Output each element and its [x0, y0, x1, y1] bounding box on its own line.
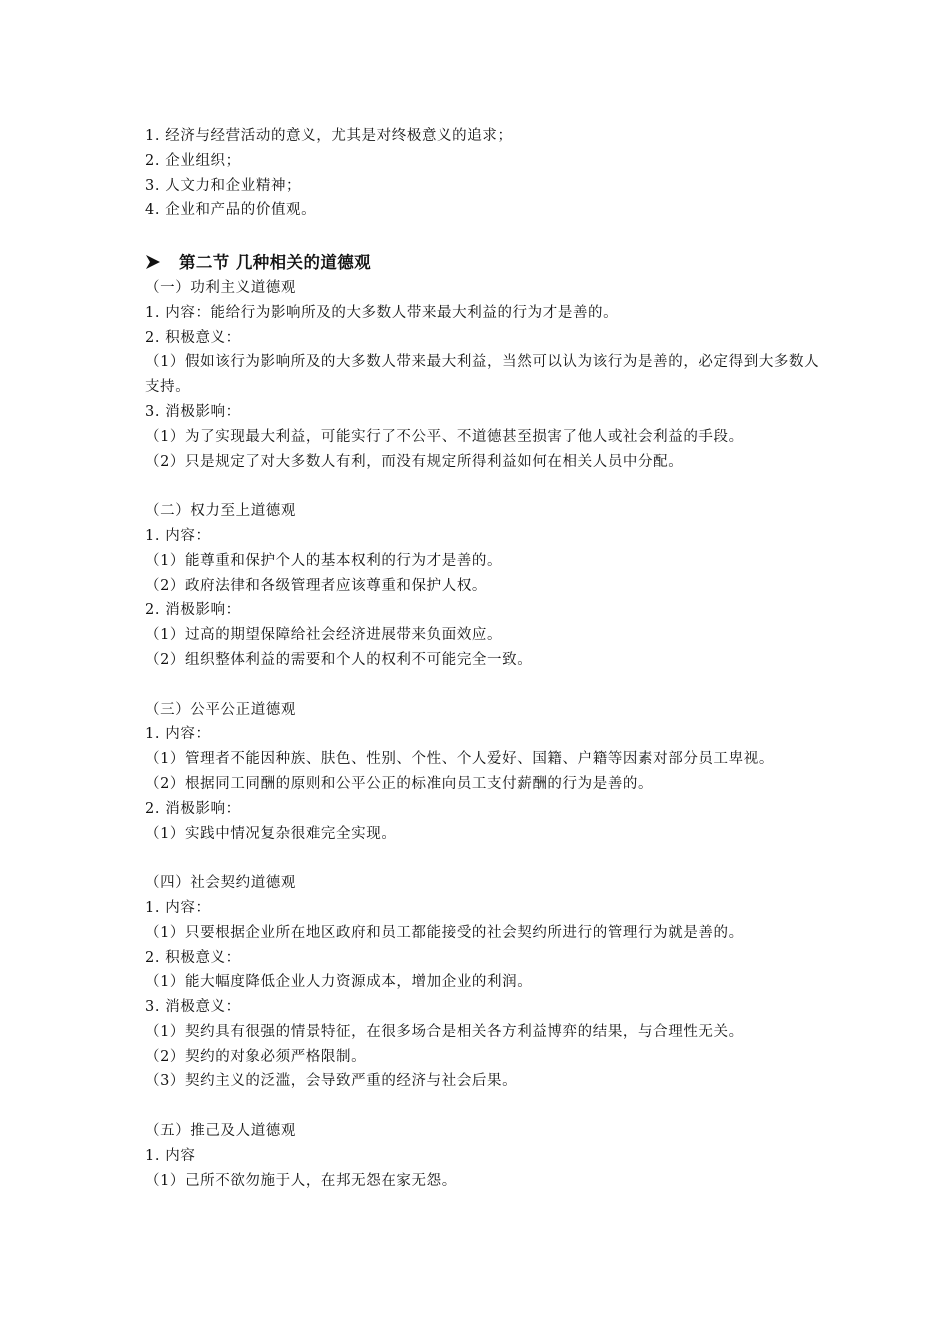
paragraph: （1）能尊重和保护个人的基本权利的行为才是善的。: [145, 552, 503, 569]
paragraph: 3. 消极意义：: [145, 999, 241, 1016]
paragraph: 3. 消极影响：: [145, 403, 241, 420]
paragraph: （2）只是规定了对大多数人有利，而没有规定所得利益如何在相关人员中分配。: [145, 453, 684, 470]
spacer: [145, 1094, 825, 1119]
paragraph: （1）实践中情况复杂很难完全实现。: [145, 825, 397, 842]
intro-list-item: 2. 企业组织；: [145, 152, 241, 169]
paragraph: 2. 消极影响：: [145, 800, 241, 817]
paragraph: （1）能大幅度降低企业人力资源成本，增加企业的利润。: [145, 974, 533, 991]
paragraph: 1. 内容：: [145, 527, 211, 544]
paragraph: （1）只要根据企业所在地区政府和员工都能接受的社会契约所进行的管理行为就是善的。: [145, 924, 744, 941]
intro-list-item: 4. 企业和产品的价值观。: [145, 202, 317, 219]
paragraph: （1）假如该行为影响所及的大多数人带来最大利益，当然可以认为该行为是善的，必定得到大多数人支持。: [145, 354, 820, 396]
paragraph: 2. 积极意义：: [145, 949, 241, 966]
paragraph: （3）契约主义的泛滥，会导致严重的经济与社会后果。: [145, 1073, 518, 1090]
paragraph: 1. 内容：: [145, 899, 211, 916]
subsection-title: （四）社会契约道德观: [145, 875, 296, 892]
paragraph: （2）政府法律和各级管理者应该尊重和保护人权。: [145, 577, 488, 594]
paragraph: （1）己所不欲勿施于人，在邦无怨在家无怨。: [145, 1172, 457, 1189]
subsection-title: （三）公平公正道德观: [145, 701, 296, 718]
subsection-title: （五）推己及人道德观: [145, 1123, 296, 1140]
paragraph: （2）契约的对象必须严格限制。: [145, 1048, 367, 1065]
section-title: 第二节 几种相关的道德观: [179, 252, 372, 272]
document-body: [145, 124, 825, 1193]
spacer: [145, 673, 825, 698]
paragraph: （1）契约具有很强的情景特征，在很多场合是相关各方利益博弈的结果，与合理性无关。: [145, 1023, 744, 1040]
paragraph: （2）根据同工同酬的原则和公平公正的标准向员工支付薪酬的行为是善的。: [145, 775, 654, 792]
section-heading: [145, 250, 825, 276]
paragraph: 2. 积极意义：: [145, 329, 241, 346]
spacer: [145, 846, 825, 871]
paragraph: （1）为了实现最大利益，可能实行了不公平、不道德甚至损害了他人或社会利益的手段。: [145, 428, 744, 445]
intro-list-item: 3. 人文力和企业精神；: [145, 177, 302, 194]
paragraph: 2. 消极影响：: [145, 602, 241, 619]
arrowhead-bullet-icon: [145, 250, 179, 276]
paragraph: 1. 内容：: [145, 726, 211, 743]
paragraph: （1）过高的期望保障给社会经济进展带来负面效应。: [145, 627, 503, 644]
intro-list-item: 1. 经济与经营活动的意义，尤其是对终极意义的追求；: [145, 128, 513, 144]
paragraph: 1. 内容: [145, 1147, 196, 1164]
spacer: [145, 474, 825, 499]
paragraph: （2）组织整体利益的需要和个人的权利不可能完全一致。: [145, 651, 533, 668]
subsection-title: （二）权力至上道德观: [145, 503, 296, 520]
paragraph: 1. 内容：能给行为影响所及的大多数人带来最大利益的行为才是善的。: [145, 304, 619, 321]
spacer: [145, 223, 825, 248]
subsection-title: （一）功利主义道德观: [145, 279, 296, 296]
paragraph: （1）管理者不能因种族、肤色、性别、个性、个人爱好、国籍、户籍等因素对部分员工卑视。: [145, 751, 774, 768]
